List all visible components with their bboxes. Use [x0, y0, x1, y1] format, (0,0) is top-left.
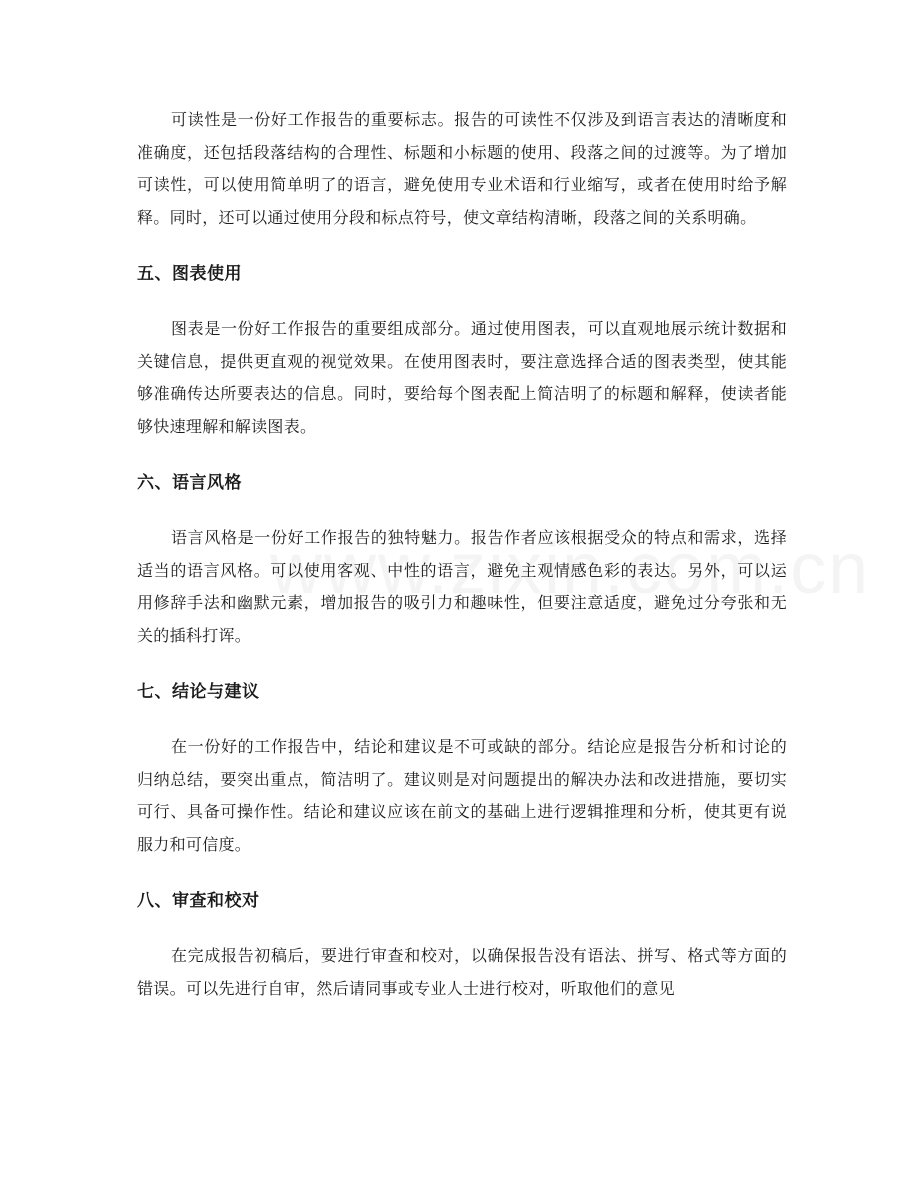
heading-charts: 五、图表使用 [137, 264, 242, 284]
heading-style: 六、语言风格 [137, 473, 242, 493]
paragraph-charts: 图表是一份好工作报告的重要组成部分。通过使用图表，可以直观地展示统计数据和关键信息，提供更直观的视觉效果。在使用图表时，要注意选择合适的图表类型，使其能够准确传达所要表达的信息。同时，要给每个图表配上简洁明了的标题和解释，使读者能够快速理解和解读图表。 [137, 319, 787, 436]
document-body [137, 104, 787, 1005]
heading-review: 八、审查和校对 [137, 891, 260, 911]
paragraph-conclusion: 在一份好的工作报告中，结论和建议是不可或缺的部分。结论应是报告分析和讨论的归纳总结，要突出重点，简洁明了。建议则是对问题提出的解决办法和改进措施，要切实可行、具备可操作性。结论和建议应该在前文的基础上进行逻辑推理和分析，使其更有说服力和可信度。 [137, 737, 787, 854]
paragraph-review: 在完成报告初稿后，要进行审查和校对，以确保报告没有语法、拼写、格式等方面的错误。可以先进行自审，然后请同事或专业人士进行校对，听取他们的意见 [137, 946, 787, 998]
paragraph-readability: 可读性是一份好工作报告的重要标志。报告的可读性不仅涉及到语言表达的清晰度和准确度，还包括段落结构的合理性、标题和小标题的使用、段落之间的过渡等。为了增加可读性，可以使用简单明了的语言，避免使用专业术语和行业缩写，或者在使用时给予解释。同时，还可以通过使用分段和标点符号，使文章结构清晰，段落之间的关系明确。 [137, 110, 787, 227]
paragraph-style: 语言风格是一份好工作报告的独特魅力。报告作者应该根据受众的特点和需求，选择适当的语言风格。可以使用客观、中性的语言，避免主观情感色彩的表达。另外，可以运用修辞手法和幽默元素，增加报告的吸引力和趣味性，但要注意适度，避免过分夸张和无关的插科打诨。 [137, 528, 787, 645]
heading-conclusion: 七、结论与建议 [137, 682, 260, 702]
